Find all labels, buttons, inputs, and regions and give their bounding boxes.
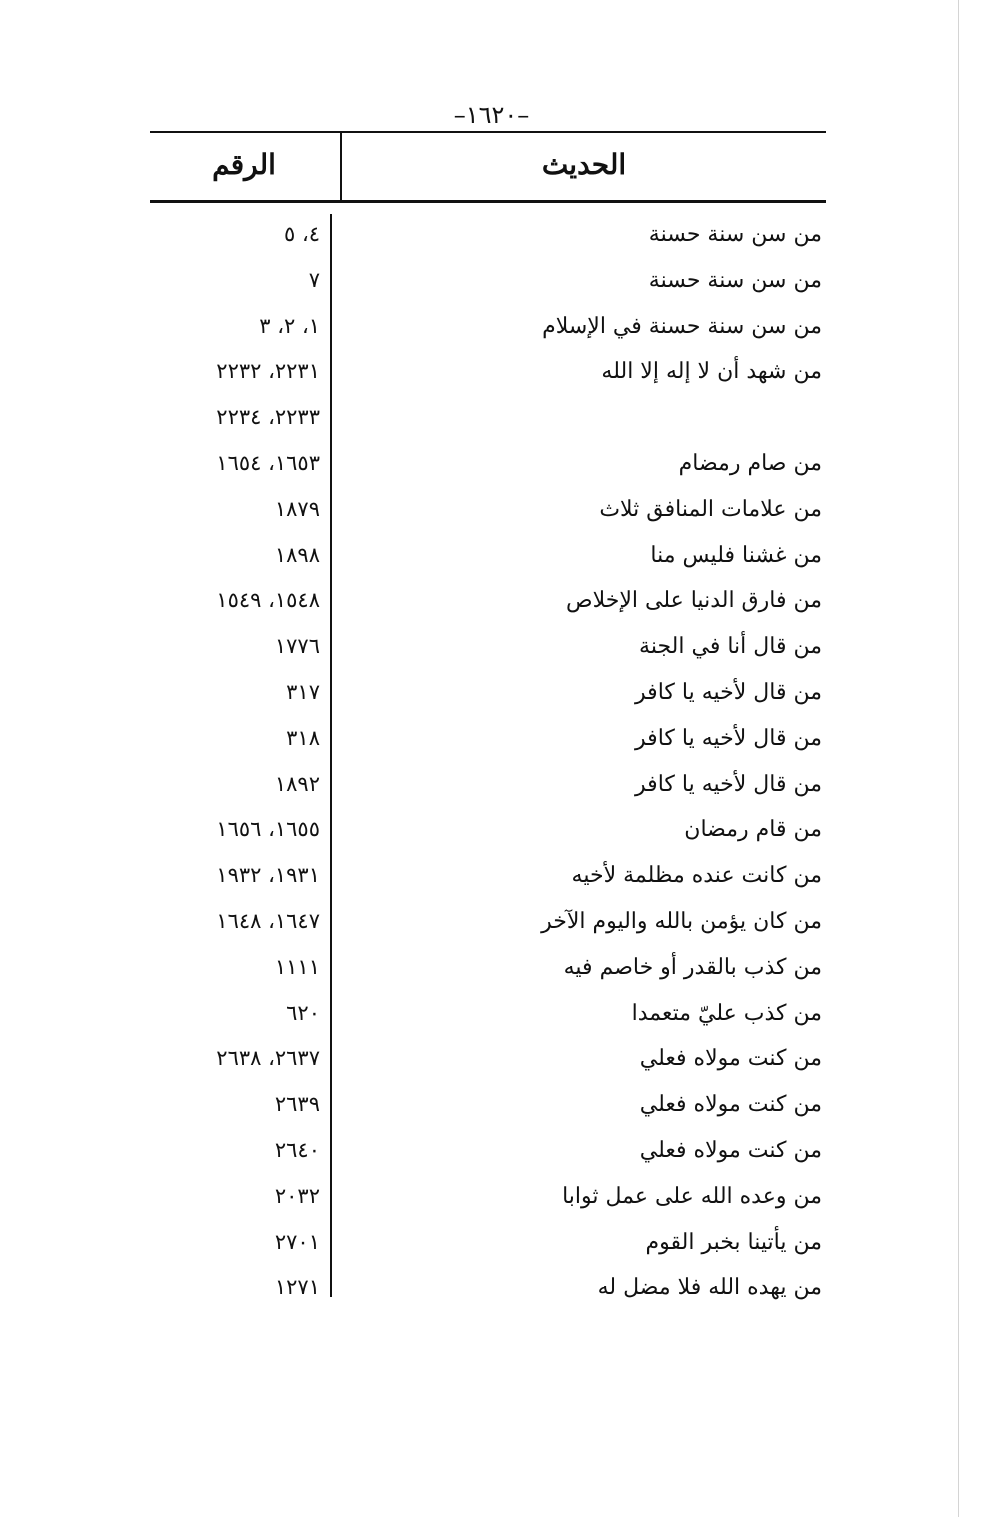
hadith-number: ١٨٩٨ — [274, 542, 320, 567]
table-row — [150, 349, 826, 395]
index-table-body — [150, 212, 826, 1311]
hadith-text: من يهده الله فلا مضل له — [597, 1275, 822, 1301]
hadith-number: ١٨٧٩ — [274, 496, 320, 521]
hadith-text: من غشنا فليس منا — [650, 542, 822, 568]
table-row — [150, 1128, 826, 1174]
hadith-text: من سن سنة حسنة — [648, 222, 822, 247]
hadith-number: ٢٦٤٠ — [274, 1137, 320, 1162]
hadith-number: ٧ — [308, 267, 320, 292]
hadith-number: ١٦٥٣، ١٦٥٤ — [216, 450, 320, 475]
hadith-text: من يأتينا بخبر القوم — [645, 1229, 822, 1255]
table-row — [150, 395, 826, 441]
table-row — [150, 1174, 826, 1220]
hadith-number: ١٦٥٥، ١٦٥٦ — [216, 817, 320, 842]
hadith-text: من وعده الله على عمل ثوابا — [562, 1183, 822, 1209]
hadith-number: ١٨٩٢ — [274, 771, 320, 796]
scan-margin-line — [958, 0, 959, 1517]
hadith-number: ٢٦٣٧، ٢٦٣٨ — [216, 1046, 320, 1071]
hadith-text: من كذب عليّ متعمدا — [631, 1000, 822, 1026]
hadith-number: ١١١١ — [274, 954, 320, 979]
hadith-text: من كانت عنده مظلمة لأخيه — [571, 863, 822, 889]
hadith-text: من كنت مولاه فعلي — [639, 1046, 822, 1072]
table-row — [150, 441, 826, 487]
table-row — [150, 1265, 826, 1311]
table-row — [150, 807, 826, 853]
hadith-number: ٢٢٣٣، ٢٢٣٤ — [216, 405, 320, 430]
hadith-number: ١٧٧٦ — [274, 634, 320, 659]
table-row — [150, 304, 826, 350]
table-row — [150, 1220, 826, 1266]
hadith-text: من شهد أن لا إله إلا الله — [601, 359, 822, 385]
hadith-text: من قال لأخيه يا كافر — [635, 679, 822, 705]
table-row — [150, 670, 826, 716]
hadith-text: من كنت مولاه فعلي — [639, 1137, 822, 1163]
hadith-text: من سن سنة حسنة — [648, 267, 822, 293]
header-column-divider — [340, 133, 342, 200]
table-row — [150, 991, 826, 1037]
hadith-number: ٢٧٠١ — [274, 1229, 320, 1254]
hadith-number: ٤، ٥ — [283, 222, 320, 246]
table-row — [150, 487, 826, 533]
hadith-number: ٣١٨ — [286, 725, 320, 750]
table-row — [150, 578, 826, 624]
hadith-number: ١٥٤٨، ١٥٤٩ — [216, 588, 320, 613]
table-top-rule — [150, 131, 826, 133]
table-row — [150, 716, 826, 762]
hadith-number: ١٦٤٧، ١٦٤٨ — [216, 908, 320, 933]
column-header-hadith: الحديث — [541, 148, 627, 181]
header-bottom-rule — [150, 200, 826, 203]
hadith-text: من كنت مولاه فعلي — [639, 1092, 822, 1118]
hadith-text: من صام رمضام — [678, 450, 822, 476]
table-row — [150, 945, 826, 991]
table-row — [150, 1036, 826, 1082]
column-header-raqm: الرقم — [212, 148, 276, 181]
table-row — [150, 853, 826, 899]
hadith-text: من كذب بالقدر أو خاصم فيه — [563, 954, 822, 980]
table-row — [150, 212, 826, 258]
table-row — [150, 533, 826, 579]
hadith-number: ١، ٢، ٣ — [259, 313, 320, 338]
hadith-number: ١٢٧١ — [274, 1275, 320, 1300]
hadith-text: من قام رمضان — [684, 817, 822, 843]
hadith-text: من قال أنا في الجنة — [639, 634, 822, 660]
hadith-text: من كان يؤمن بالله واليوم الآخر — [541, 908, 822, 934]
page-number: –١٦٢٠– — [453, 101, 530, 129]
hadith-number: ١٩٣١، ١٩٣٢ — [216, 863, 320, 888]
table-row — [150, 762, 826, 808]
hadith-text — [342, 395, 822, 441]
hadith-text: من قال لأخيه يا كافر — [635, 771, 822, 797]
hadith-text: من قال لأخيه يا كافر — [635, 725, 822, 751]
table-row — [150, 1082, 826, 1128]
hadith-number: ٣١٧ — [286, 679, 320, 704]
hadith-number: ٢٢٣١، ٢٢٣٢ — [216, 359, 320, 384]
hadith-text: من فارق الدنيا على الإخلاص — [566, 588, 822, 614]
hadith-text: من سن سنة حسنة في الإسلام — [542, 313, 822, 339]
hadith-number: ٢٦٣٩ — [274, 1092, 320, 1117]
hadith-number: ٢٠٣٢ — [274, 1183, 320, 1208]
table-row — [150, 258, 826, 304]
hadith-number: ٦٢٠ — [286, 1000, 320, 1025]
table-row — [150, 899, 826, 945]
table-row — [150, 624, 826, 670]
hadith-text: من علامات المنافق ثلاث — [599, 496, 822, 522]
